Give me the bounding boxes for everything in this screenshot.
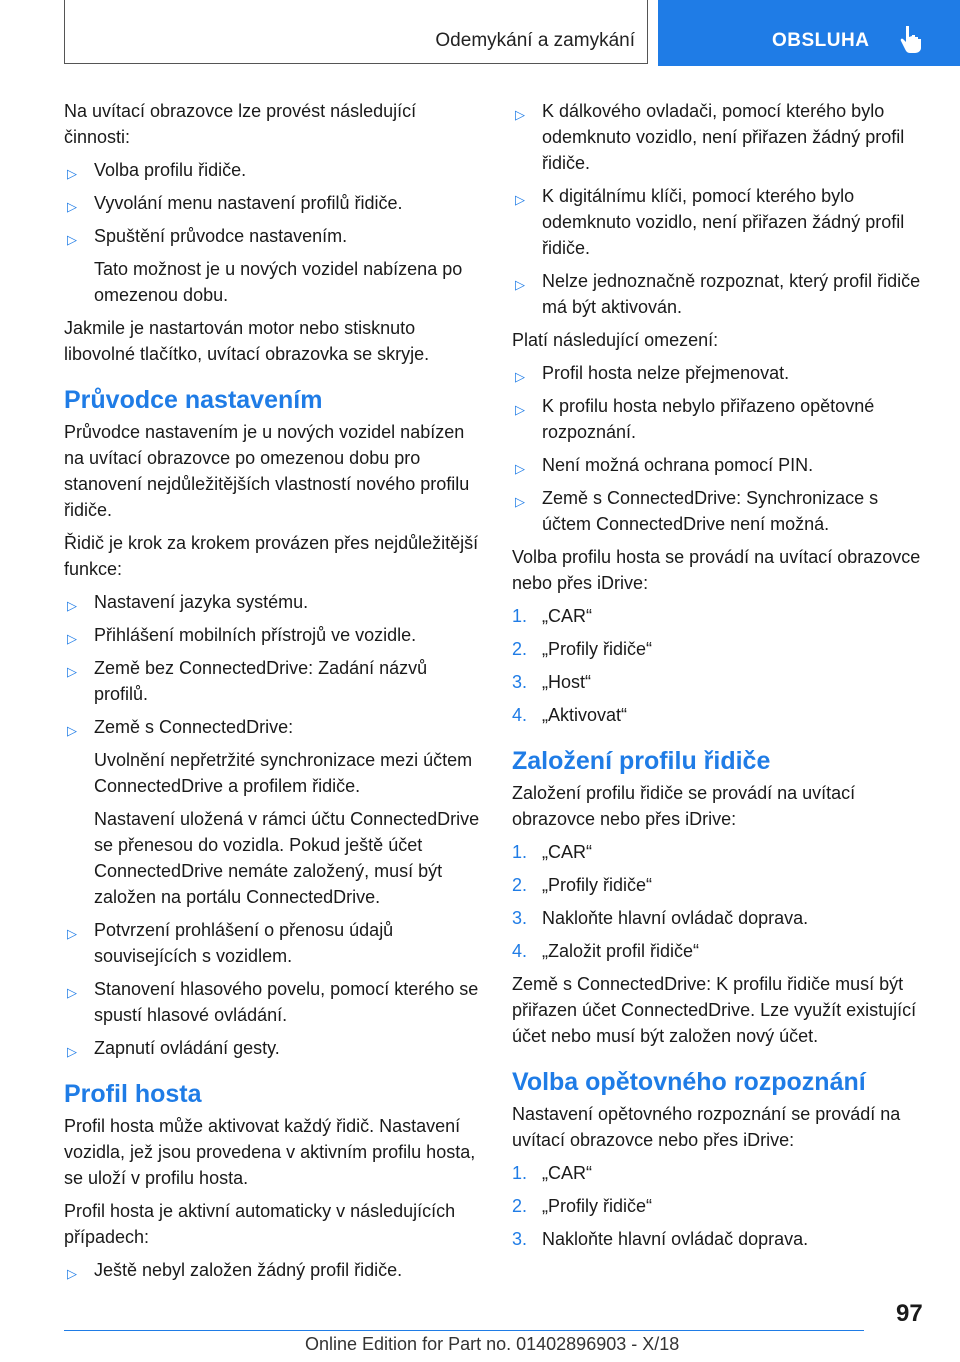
step-item: 4. „Aktivovat“ <box>512 705 628 725</box>
bullet-item: ▷ K digitálnímu klíči, pomocí kterého bylo odemknuto vozidlo, není přiřazen žádný profil řidiče. <box>515 186 905 258</box>
step-item: 1. „CAR“ <box>512 606 592 626</box>
bullet-item: ▷ Spuštění průvodce nastavením. <box>64 223 482 249</box>
triangle-bullet-icon: ▷ <box>515 461 525 476</box>
paragraph: Na uvítací obrazovce lze provést následující činnosti: <box>64 101 417 147</box>
bullet-item: ▷ Profil hosta nelze přejmenovat. <box>512 360 930 386</box>
paragraph: Průvodce nastavením je u nových vozidel nabízen na uvítací obrazovce po omezenou dobu pro stanovení nejdůležitějších vlastností nového profilu řidiče. <box>64 422 470 520</box>
bullet-item: ▷ Stanovení hlasového povelu, pomocí kterého se spustí hlasové ovládání. <box>67 979 479 1025</box>
paragraph: Země s ConnectedDrive: K profilu řidiče musí být přiřazen účet ConnectedDrive. Lze využít existující účet nebo musí být založen nový účet. <box>512 974 917 1046</box>
footer-divider <box>64 1330 864 1331</box>
step-item: 3. Nakloňte hlavní ovládač doprava. <box>512 908 809 928</box>
bullet-subtext: Nastavení uložená v rámci účtu ConnectedDrive se přenesou do vozidla. Pokud ještě účet ConnectedDrive nemáte založený, musí být založen na portálu ConnectedDrive. <box>94 809 480 907</box>
heading-wizard: Průvodce nastavením <box>64 386 323 414</box>
paragraph: Založení profilu řidiče se provádí na uvítací obrazovce nebo přes iDrive: <box>512 783 856 829</box>
left-column <box>64 98 482 1290</box>
triangle-bullet-icon: ▷ <box>515 494 525 509</box>
bullet-item: ▷ Nelze jednoznačně rozpoznat, který profil řidiče má být aktivován. <box>515 271 921 317</box>
heading-guest: Profil hosta <box>64 1080 202 1108</box>
step-item: 1. „CAR“ <box>512 842 592 862</box>
triangle-bullet-icon: ▷ <box>67 1266 77 1281</box>
step-item: 3. Nakloňte hlavní ovládač doprava. <box>512 1229 809 1249</box>
triangle-bullet-icon: ▷ <box>67 631 77 646</box>
triangle-bullet-icon: ▷ <box>67 926 77 941</box>
triangle-bullet-icon: ▷ <box>515 107 525 122</box>
bullet-item: ▷ K dálkového ovladači, pomocí kterého bylo odemknuto vozidlo, není přiřazen žádný profil řidiče. <box>515 101 905 173</box>
step-item: 1. „CAR“ <box>512 1163 592 1183</box>
bullet-item: ▷ Země s ConnectedDrive: Synchronizace s účtem ConnectedDrive není možná. <box>515 488 879 534</box>
paragraph: Řidič je krok za krokem provázen přes nejdůležitější funkce: <box>64 533 479 579</box>
heading-create-profile: Založení profilu řidiče <box>512 747 771 775</box>
step-item: 2. „Profily řidiče“ <box>512 875 653 895</box>
triangle-bullet-icon: ▷ <box>67 1044 77 1059</box>
page-number: 97 <box>896 1300 923 1327</box>
footer-text: Online Edition for Part no. 01402896903 - X/18 <box>305 1334 680 1354</box>
bullet-subtext: Tato možnost je u nových vozidel nabízena po omezenou dobu. <box>94 259 463 305</box>
section-label: OBSLUHA <box>772 30 870 51</box>
triangle-bullet-icon: ▷ <box>67 598 77 613</box>
paragraph: Jakmile je nastartován motor nebo stisknuto libovolné tlačítko, uvítací obrazovka se skryje. <box>64 318 430 364</box>
triangle-bullet-icon: ▷ <box>515 402 525 417</box>
bullet-item: ▷ Zapnutí ovládání gesty. <box>64 1035 482 1061</box>
chapter-title: Odemykání a zamykání <box>435 30 635 51</box>
step-item: 2. „Profily řidiče“ <box>512 639 653 659</box>
paragraph: Profil hosta může aktivovat každý řidič. Nastavení vozidla, jež jsou provedena v aktivním profilu hosta, se uloží v profilu hosta. <box>64 1116 476 1188</box>
paragraph: Profil hosta je aktivní automaticky v následujících případech: <box>64 1201 456 1247</box>
header-frame <box>64 0 648 64</box>
triangle-bullet-icon: ▷ <box>67 166 77 181</box>
triangle-bullet-icon: ▷ <box>515 277 525 292</box>
triangle-bullet-icon: ▷ <box>67 723 77 738</box>
bullet-item: ▷ Potvrzení prohlášení o přenosu údajů souvisejících s vozidlem. <box>67 920 394 966</box>
bullet-item: ▷ Ještě nebyl založen žádný profil řidiče. <box>64 1257 482 1283</box>
bullet-item: ▷ Není možná ochrana pomocí PIN. <box>512 452 930 478</box>
step-item: 4. „Založit profil řidiče“ <box>512 941 700 961</box>
triangle-bullet-icon: ▷ <box>67 199 77 214</box>
bullet-item: ▷ Země bez ConnectedDrive: Zadání názvů profilů. <box>67 658 428 704</box>
pointing-hand-icon <box>898 24 924 54</box>
step-item: 3. „Host“ <box>512 672 591 692</box>
right-column <box>512 98 930 1259</box>
section-badge <box>658 0 960 66</box>
triangle-bullet-icon: ▷ <box>67 232 77 247</box>
bullet-item: ▷ Země s ConnectedDrive: <box>64 714 482 740</box>
bullet-item: ▷ Volba profilu řidiče. <box>64 157 482 183</box>
triangle-bullet-icon: ▷ <box>515 369 525 384</box>
bullet-subtext: Uvolnění nepřetržité synchronizace mezi účtem ConnectedDrive a profilem řidiče. <box>94 750 473 796</box>
paragraph: Platí následující omezení: <box>512 330 719 350</box>
triangle-bullet-icon: ▷ <box>67 985 77 1000</box>
bullet-item: ▷ Nastavení jazyka systému. <box>64 589 482 615</box>
triangle-bullet-icon: ▷ <box>67 664 77 679</box>
bullet-item: ▷ Vyvolání menu nastavení profilů řidiče. <box>64 190 482 216</box>
triangle-bullet-icon: ▷ <box>515 192 525 207</box>
heading-recognition: Volba opětovného rozpoznání <box>512 1068 866 1096</box>
bullet-item: ▷ K profilu hosta nebylo přiřazeno opětovné rozpoznání. <box>515 396 875 442</box>
paragraph: Nastavení opětovného rozpoznání se provádí na uvítací obrazovce nebo přes iDrive: <box>512 1104 901 1150</box>
paragraph: Volba profilu hosta se provádí na uvítací obrazovce nebo přes iDrive: <box>512 547 921 593</box>
bullet-item: ▷ Přihlášení mobilních přístrojů ve vozidle. <box>64 622 482 648</box>
step-item: 2. „Profily řidiče“ <box>512 1196 653 1216</box>
